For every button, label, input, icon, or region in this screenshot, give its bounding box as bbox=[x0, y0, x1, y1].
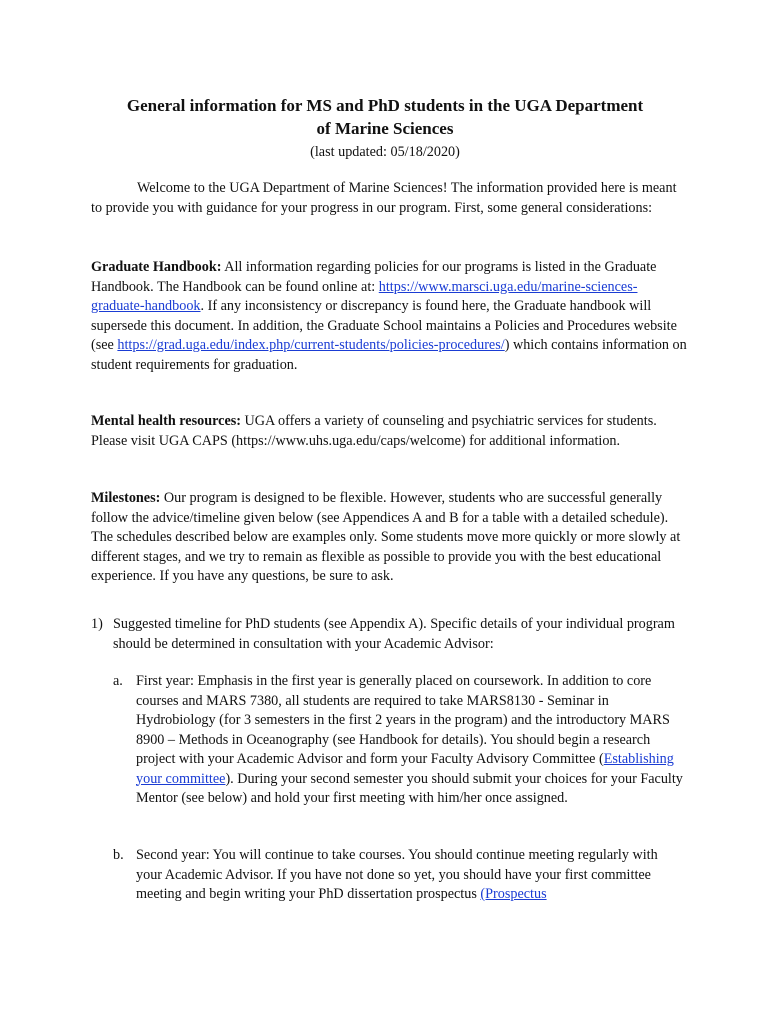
prospectus-link[interactable]: (Prospectus bbox=[480, 886, 547, 902]
milestones-paragraph bbox=[91, 489, 691, 587]
list-item-b bbox=[113, 846, 683, 905]
list-item-a-text-1: First year: Emphasis in the first year is generally placed on coursework. In addition to core courses and MARS 7380, all students are required to take MARS8130 - Seminar in Hydrobiology (for 3 semesters in the first 2 years in the program) and the introductory MARS 8900 – Methods in Oceanography (see Handbook for details). You should begin a research project with your Academic Advisor and form your Faculty Advisory Committee ( bbox=[136, 673, 670, 767]
handbook-paragraph bbox=[91, 258, 691, 375]
list-item-a-text bbox=[136, 672, 683, 809]
handbook-text-1: All information regarding policies for our programs is listed in the Graduate Handbook. The Handbook can be found online at: bbox=[91, 259, 657, 295]
handbook-text-2: . If any inconsistency or discrepancy is found here, the Graduate handbook will supersede this document. In addition, the Graduate School maintains a Policies and Procedures website (see bbox=[91, 298, 677, 353]
list-item-1-number: 1) bbox=[91, 616, 103, 632]
handbook-heading: Graduate Handbook: bbox=[91, 259, 222, 275]
list-item-a-text-2: ). During your second semester you should submit your choices for your Faculty Mentor (see below) and hold your first meeting with him/her once assigned. bbox=[136, 770, 683, 806]
list-item-1 bbox=[91, 615, 691, 654]
mental-health-paragraph bbox=[91, 412, 691, 451]
list-item-1-text: Suggested timeline for PhD students (see Appendix A). Specific details of your individual program should be determined in consultation with your Academic Advisor: bbox=[113, 616, 675, 652]
mental-health-text: UGA offers a variety of counseling and psychiatric services for students. Please visit UGA CAPS (https://www.uhs.uga.edu/caps/welcome) for additional information. bbox=[91, 413, 657, 449]
list-item-b-text-1: Second year: You will continue to take courses. You should continue meeting regularly with your Academic Advisor. If you have not done so yet, you should have your first committee meeting and begin writing your PhD dissertation prospectus bbox=[136, 847, 658, 902]
handbook-link[interactable]: https://www.marsci.uga.edu/marine-sciences-graduate-handbook bbox=[91, 278, 638, 314]
mental-health-heading: Mental health resources: bbox=[91, 413, 241, 429]
milestones-heading: Milestones: bbox=[91, 490, 161, 506]
list-item-a bbox=[113, 672, 683, 809]
welcome-paragraph: Welcome to the UGA Department of Marine Sciences! The information provided here is meant to provide you with guidance for your progress in our program. First, some general considerations: bbox=[91, 180, 677, 216]
handbook-text-3: ) which contains information on student requirements for graduation. bbox=[91, 337, 687, 373]
milestones-text: Our program is designed to be flexible. However, students who are successful generally follow the advice/timeline given below (see Appendices A and B for a table with a detailed schedule). The schedules described below are examples only. Some students move more quickly or more slowly at different stages, and we try to remain as flexible as possible to provide you with the best educational experience. If you have any questions, be sure to ask. bbox=[91, 490, 681, 584]
title-line-2: of Marine Sciences bbox=[316, 119, 454, 138]
document-title bbox=[70, 94, 700, 140]
policies-link[interactable]: https://grad.uga.edu/index.php/current-students/policies-procedures/ bbox=[117, 337, 505, 353]
list-item-b-text bbox=[136, 846, 683, 905]
list-item-a-number: a. bbox=[113, 673, 123, 689]
title-line-1: General information for MS and PhD students in the UGA Department bbox=[126, 96, 644, 115]
list-item-b-number: b. bbox=[113, 847, 124, 863]
establishing-committee-link[interactable]: Establishing your committee bbox=[136, 751, 674, 787]
last-updated: (last updated: 05/18/2020) bbox=[310, 144, 460, 160]
